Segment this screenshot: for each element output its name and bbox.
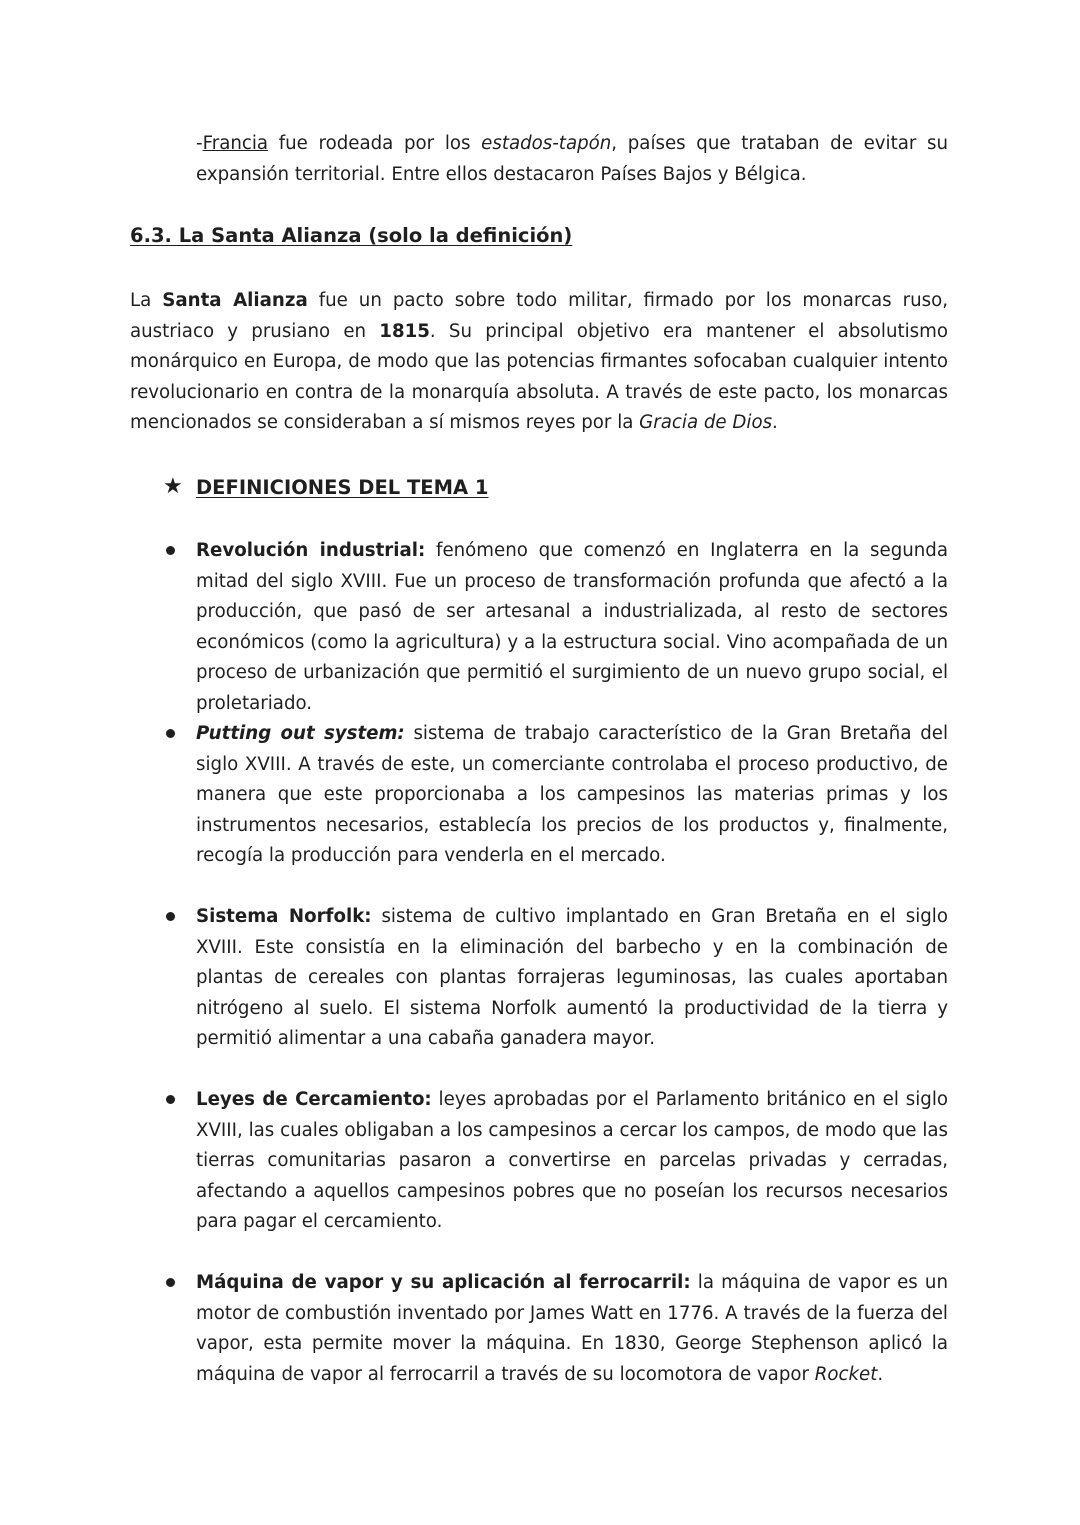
- definition-item: Máquina de vapor y su aplicación al ferrocarril: la máquina de vapor es un motor de combustión inventado por James Watt en 1776. A través de la fuerza del vapor, esta permite mover la máquina. En 1830, George Stephenson aplicó la máquina de vapor al ferrocarril a través de su locomotora de vapor Rocket.: [196, 1268, 948, 1390]
- bullet-icon: [166, 1095, 175, 1104]
- star-icon: ★: [163, 474, 183, 499]
- definition-item: Putting out system: sistema de trabajo característico de la Gran Bretaña del siglo XVIII. A través de este, un comerciante controlaba el proceso productivo, de manera que este proporcionaba a los campesinos las materias primas y los instrumentos necesarios, establecía los precios de los productos y, finalmente, recogía la producción para venderla en el mercado.: [196, 719, 948, 872]
- section-heading: 6.3. La Santa Alianza (solo la definición): [130, 224, 573, 247]
- definition-item: Revolución industrial: fenómeno que comenzó en Inglaterra en la segunda mitad del siglo XVIII. Fue un proceso de transformación profunda que afectó a la producción, que pasó de ser artesanal a industrializada, al resto de sectores económicos (como la agricultura) y a la estructura social. Vino acompañada de un proceso de urbanización que permitió el surgimiento de un nuevo grupo social, el proletariado.: [196, 536, 948, 720]
- bullet-icon: [166, 912, 175, 921]
- bullet-icon: [166, 729, 175, 738]
- definition-item: Sistema Norfolk: sistema de cultivo implantado en Gran Bretaña en el siglo XVIII. Este consistía en la eliminación del barbecho y en la combinación de plantas de cereales con plantas forrajeras leguminosas, las cuales aportaban nitrógeno al suelo. El sistema Norfolk aumentó la productividad de la tierra y permitió alimentar a una cabaña ganadera mayor.: [196, 902, 948, 1055]
- bullet-icon: [166, 1278, 175, 1287]
- santa-alianza-paragraph: La Santa Alianza fue un pacto sobre todo militar, firmado por los monarcas ruso, austriaco y prusiano en 1815. Su principal objetivo era mantener el absolutismo monárquico en Europa, de modo que las potencias firmantes sofocaban cualquier intento revolucionario en contra de la monarquía absoluta. A través de este pacto, los monarcas mencionados se consideraban a sí mismos reyes por la Gracia de Dios.: [130, 290, 948, 434]
- definitions-heading: DEFINICIONES DEL TEMA 1: [196, 475, 489, 499]
- francia-link: Francia: [202, 133, 269, 154]
- definitions-heading-row: [163, 472, 488, 502]
- bullet-icon: [166, 546, 175, 555]
- definition-item: Leyes de Cercamiento: leyes aprobadas por el Parlamento británico en el siglo XVIII, las cuales obligaban a los campesinos a cercar los campos, de modo que las tierras comunitarias pasaron a convertirse en parcelas privadas y cerradas, afectando a aquellos campesinos pobres que no poseían los recursos necesarios para pagar el cercamiento.: [196, 1085, 948, 1238]
- intro-paragraph: -Francia fue rodeada por los estados-tapón, países que trataban de evitar su expansión territorial. Entre ellos destacaron Países Bajos y Bélgica.: [196, 133, 949, 185]
